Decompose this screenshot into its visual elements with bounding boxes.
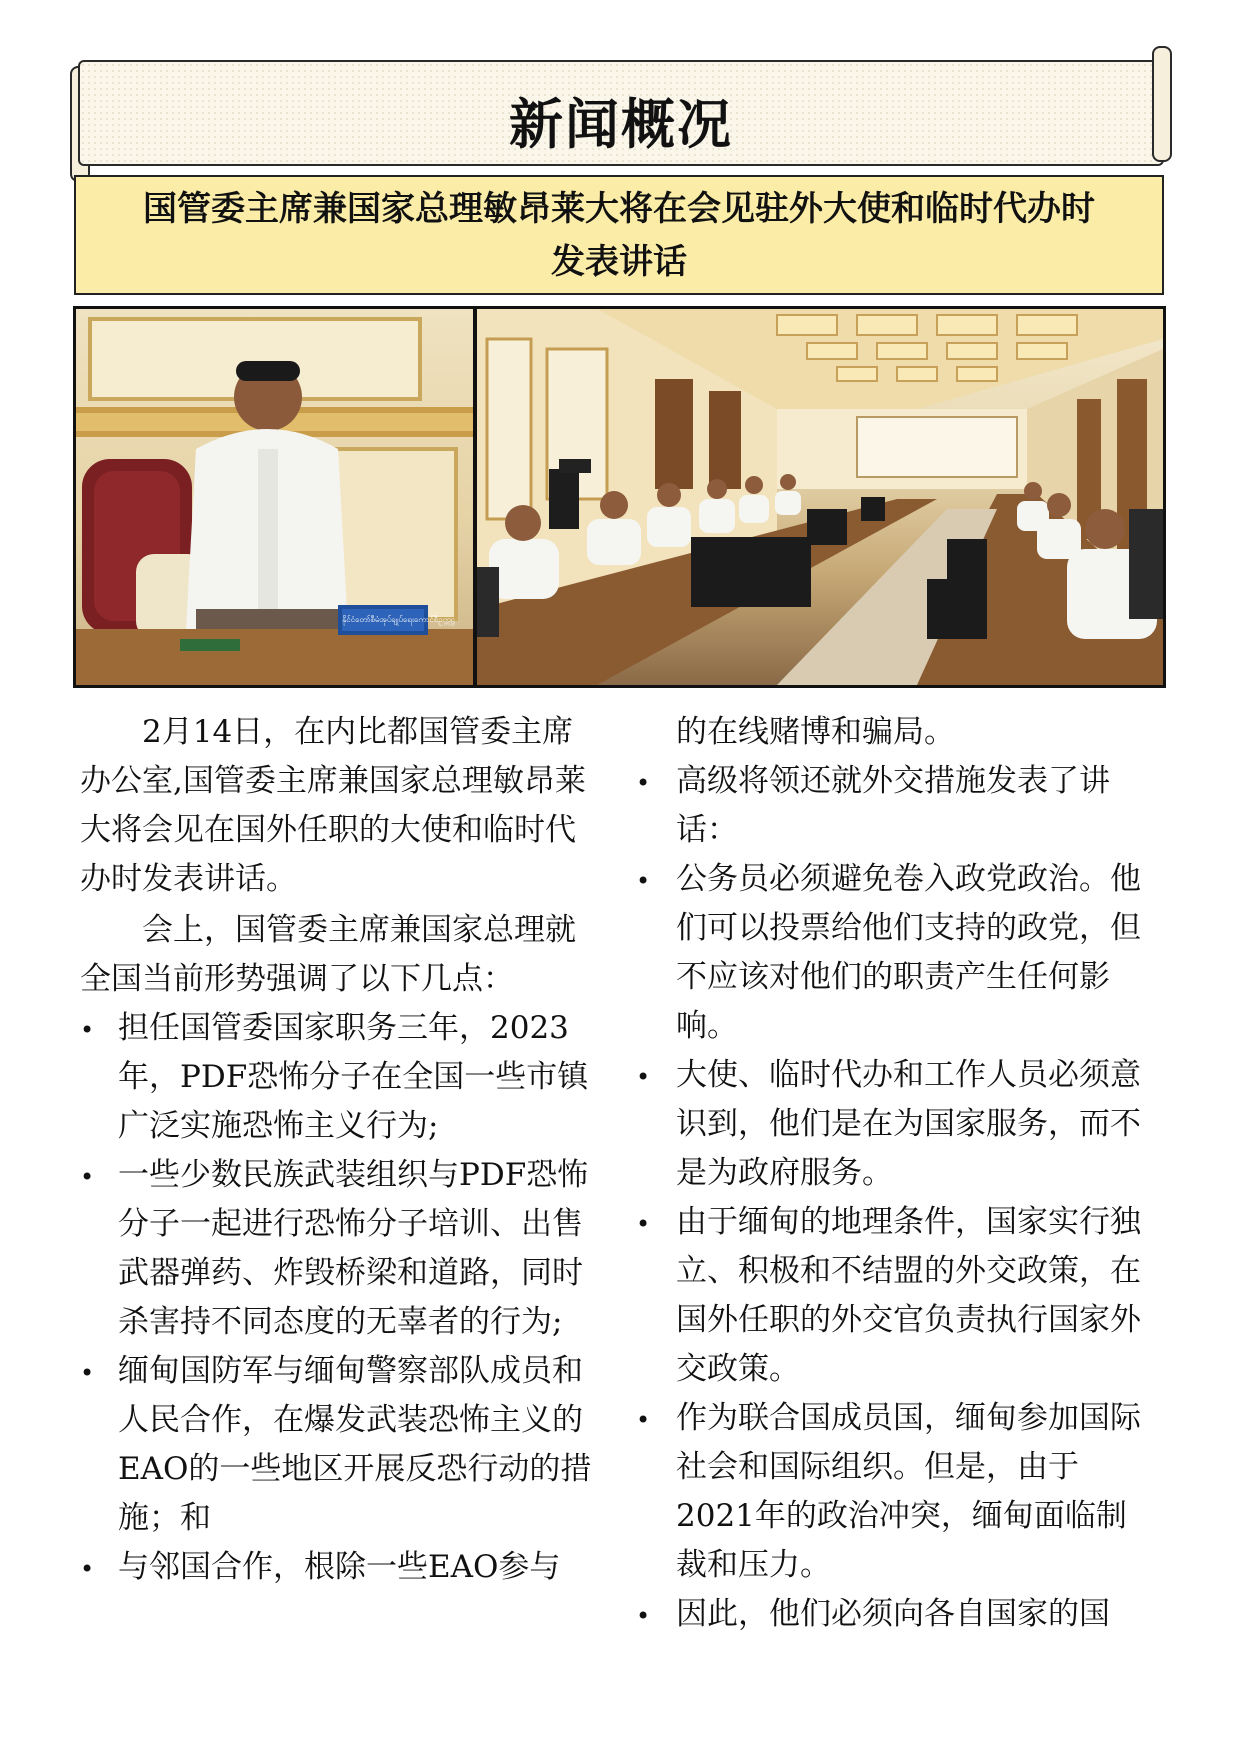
page-title: 新闻概况 [509, 92, 733, 156]
photo-chairman-speaking [76, 309, 473, 685]
photo-meeting-hall [477, 309, 1163, 685]
right-bullet-list [636, 757, 1156, 1639]
list-item: • 高级将领还就外交措施发表了讲话： [636, 757, 1156, 855]
headline-box [74, 175, 1164, 295]
continued-text: 的在线赌博和骗局。 [676, 714, 955, 750]
article-paragraph-1: 2月14日，在内比都国管委主席办公室,国管委主席兼国家总理敏昂莱大将会见在国外任职的大使和临时代办时发表讲话。 [80, 714, 586, 897]
title-banner [78, 60, 1164, 166]
headline-line-2: 发表讲话 [551, 242, 687, 282]
headline-line-1: 国管委主席兼国家总理敏昂莱大将在会见驻外大使和临时代办时 [143, 189, 1095, 229]
list-item: • 由于缅甸的地理条件，国家实行独立、积极和不结盟的外交政策，在国外任职的外交官负责执行国家外交政策。 [636, 1198, 1156, 1394]
list-item: • 因此，他们必须向各自国家的国 [636, 1590, 1156, 1639]
list-item: • 缅甸国防军与缅甸警察部队成员和人民合作，在爆发武装恐怖主义的EAO的一些地区开展反恐行动的措施；和 [80, 1347, 600, 1543]
meeting-hall-illustration [477, 309, 1163, 685]
list-item: • 一些少数民族武装组织与PDF恐怖分子一起进行恐怖分子培训、出售武器弹药、炸毁桥梁和道路，同时杀害持不同态度的无辜者的行为; [80, 1151, 600, 1347]
chairman-nameplate: နိုင်ငံတော်စီမံအုပ်ချုပ်ရေးကောင်စီဥက္ကဋ္ဌ [342, 615, 455, 624]
list-item: • 大使、临时代办和工作人员必须意识到，他们是在为国家服务，而不是为政府服务。 [636, 1051, 1156, 1198]
list-item: • 担任国管委国家职务三年，2023年，PDF恐怖分子在全国一些市镇广泛实施恐怖主义行为; [80, 1004, 600, 1151]
article-right-column [636, 708, 1156, 1639]
article-paragraph-2: 会上，国管委主席兼国家总理就全国当前形势强调了以下几点： [80, 912, 576, 997]
list-item: • 公务员必须避免卷入政党政治。他们可以投票给他们支持的政党，但不应该对他们的职责产生任何影响。 [636, 855, 1156, 1051]
list-item: • 作为联合国成员国，缅甸参加国际社会和国际组织。但是，由于2021年的政治冲突，缅甸面临制裁和压力。 [636, 1394, 1156, 1590]
left-bullet-list [80, 1004, 600, 1592]
list-item: • 与邻国合作，根除一些EAO参与 [80, 1543, 600, 1592]
photo-strip [73, 306, 1166, 688]
article-left-column [80, 708, 600, 1592]
